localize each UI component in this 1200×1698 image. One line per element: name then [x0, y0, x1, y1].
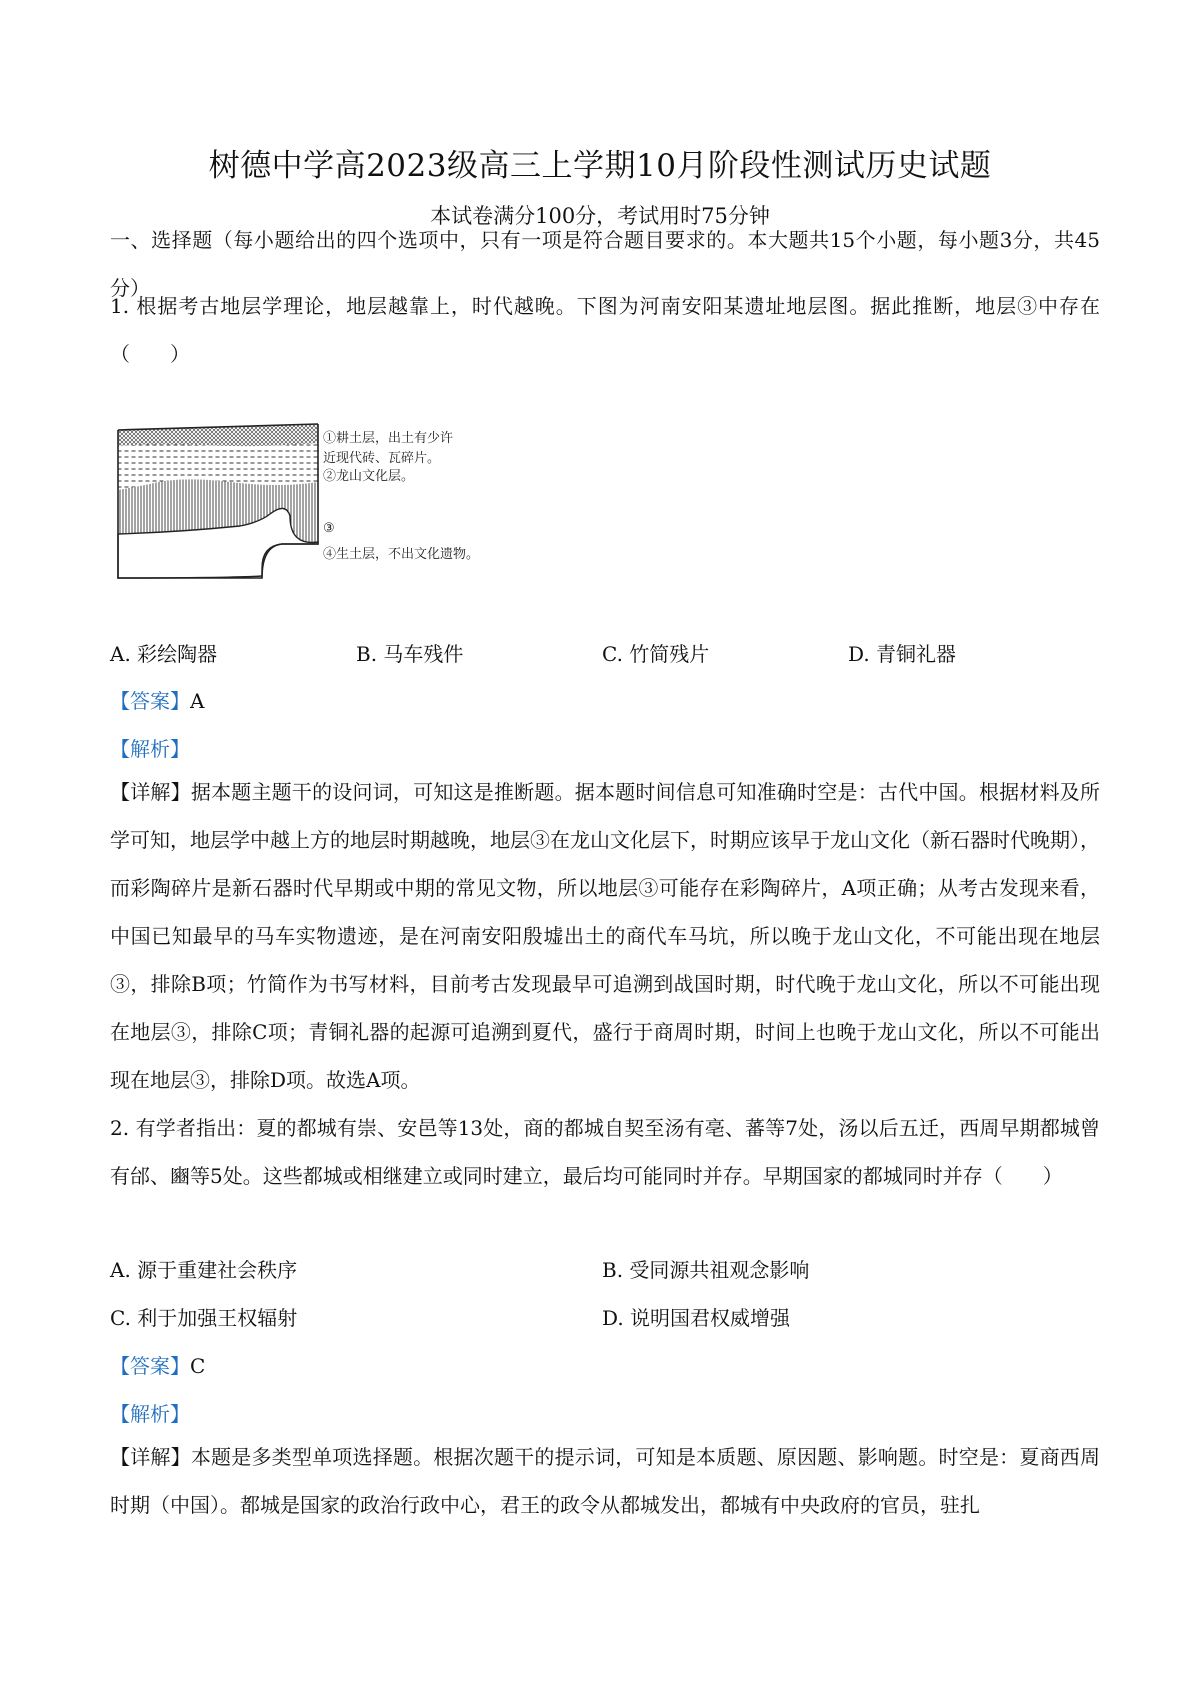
q1-option-a: A. 彩绘陶器 — [110, 642, 218, 666]
q1-option-b: B. 马车残件 — [356, 642, 464, 666]
answer-value: C — [190, 1354, 206, 1378]
q2-detail — [110, 1433, 1100, 1529]
q2-analysis-tag: 【解析】 — [110, 1402, 190, 1426]
q2-option-a: A. 源于重建社会秩序 — [110, 1258, 298, 1282]
label-layer-2: ②龙山文化层。 — [323, 469, 415, 484]
answer-value: A — [190, 689, 205, 713]
q2-option-c: C. 利于加强王权辐射 — [110, 1306, 298, 1330]
detail-tag: 【详解】 — [110, 780, 191, 804]
q2-option-b: B. 受同源共祖观念影响 — [602, 1258, 810, 1282]
q1-option-d: D. 青铜礼器 — [848, 642, 957, 666]
label-layer-4: ④生土层，不出文化遗物。 — [323, 547, 480, 562]
q1-option-c: C. 竹简残片 — [602, 642, 710, 666]
q2-answer — [110, 1350, 205, 1379]
q1-detail — [110, 768, 1100, 1104]
exam-subtitle: 本试卷满分100分，考试用时75分钟 — [430, 204, 770, 228]
q2-stem: 2. 有学者指出：夏的都城有崇、安邑等13处，商的都城自契至汤有亳、蕃等7处，汤以后五迁，西周早期都城曾有邰、豳等5处。这些都城或相继建立或同时建立，最后均可能同时并存。早期国家的都城同时并存（ ） — [110, 1116, 1100, 1188]
stratigraphy-figure — [110, 418, 530, 618]
answer-tag: 【答案】 — [110, 1354, 190, 1378]
label-layer-1b: 近现代砖、瓦碎片。 — [323, 451, 441, 466]
detail-text: 本题是多类型单项选择题。根据次题干的提示词，可知是本质题、原因题、影响题。时空是：夏商西周时期（中国）。都城是国家的政治行政中心，君王的政令从都城发出，都城有中央政府的官员，驻扎 — [110, 1445, 1101, 1517]
q1-analysis-tag: 【解析】 — [110, 737, 190, 761]
detail-tag: 【详解】 — [110, 1445, 191, 1469]
q2-option-d: D. 说明国君权威增强 — [602, 1306, 791, 1330]
q1-stem: 1. 根据考古地层学理论，地层越靠上，时代越晚。下图为河南安阳某遗址地层图。据此推断，地层③中存在（ ） — [110, 294, 1100, 366]
page-title: 树德中学高2023级高三上学期10月阶段性测试历史试题 — [208, 148, 992, 184]
detail-text: 据本题主题干的设问词，可知这是推断题。据本题时间信息可知准确时空是：古代中国。根据材料及所学可知，地层学中越上方的地层时期越晚，地层③在龙山文化层下，时期应该早于龙山文化（新石器时代晚期），而彩陶碎片是新石器时代早期或中期的常见文物，所以地层③可能存在彩陶碎片，A项正确；从考古发现来看，中国已知最早的马车实物遗迹，是在河南安阳殷墟出土的商代车马坑，所以晚于龙山文化，不可能出现在地层③，排除B项；竹简作为书写材料，目前考古发现最早可追溯到战国时期，时代晚于龙山文化，所以不可能出现在地层③，排除C项；青铜礼器的起源可追溯到夏代，盛行于商周时期，时间上也晚于龙山文化，所以不可能出现在地层③，排除D项。故选A项。 — [110, 780, 1101, 1092]
label-layer-1a: ①耕土层，出土有少许 — [323, 431, 454, 446]
section-header: 一、选择题（每小题给出的四个选项中，只有一项是符合题目要求的。本大题共15个小题，每小题3分，共45分） — [110, 228, 1100, 300]
answer-tag: 【答案】 — [110, 689, 190, 713]
q1-answer — [110, 685, 204, 714]
label-layer-3: ③ — [323, 521, 335, 536]
